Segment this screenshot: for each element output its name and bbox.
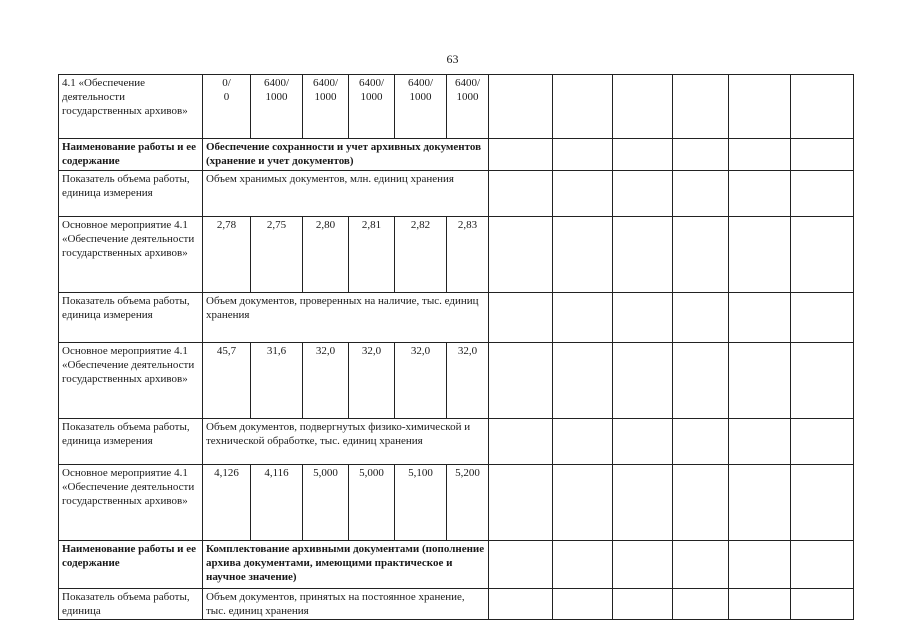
value-cell: 31,6 [251,343,303,419]
empty-cell [489,171,553,217]
indicator-text: Объем документов, подвергнутых физико-химической и технической обработке, тыс. единиц хранения [203,419,489,465]
empty-cell [613,465,673,541]
empty-cell [673,171,729,217]
empty-cell [489,139,553,171]
empty-cell [791,75,854,139]
empty-cell [613,217,673,293]
row-label: Показатель объема работы, единица измерения [59,419,203,465]
empty-cell [553,75,613,139]
table-row [59,139,854,171]
empty-cell [729,293,791,343]
indicator-text: Объем документов, проверенных на наличие, тыс. единиц хранения [203,293,489,343]
row-label: Наименование работы и ее содержание [59,541,203,589]
empty-cell [673,217,729,293]
empty-cell [791,343,854,419]
value-top: 6400/ [263,77,290,89]
empty-cell [613,419,673,465]
work-name: Обеспечение сохранности и учет архивных документов (хранение и учет документов) [203,139,489,171]
empty-cell [613,343,673,419]
value-cell: 4,126 [203,465,251,541]
value-cell: 45,7 [203,343,251,419]
empty-cell [729,465,791,541]
empty-cell [729,75,791,139]
table-row [59,465,854,541]
empty-cell [791,217,854,293]
empty-cell [729,217,791,293]
value-cell [395,75,447,139]
empty-cell [791,541,854,589]
empty-cell [673,293,729,343]
value-bottom: 1000 [360,91,383,103]
row-label: Показатель объема работы, единица измерения [59,171,203,217]
value-cell: 32,0 [447,343,489,419]
empty-cell [729,171,791,217]
empty-cell [673,343,729,419]
row-label: Основное мероприятие 4.1 «Обеспечение деятельности государственных архивов» [59,217,203,293]
value-top: 6400/ [312,77,339,89]
value-cell [349,75,395,139]
row-label: Показатель объема работы, единица измерения [59,293,203,343]
empty-cell [673,139,729,171]
value-cell: 2,81 [349,217,395,293]
value-cell: 5,100 [395,465,447,541]
value-cell: 32,0 [303,343,349,419]
row-label: Наименование работы и ее содержание [59,139,203,171]
empty-cell [489,75,553,139]
value-cell: 5,000 [303,465,349,541]
empty-cell [553,589,613,620]
table-row [59,343,854,419]
empty-cell [613,293,673,343]
empty-cell [791,465,854,541]
empty-cell [673,75,729,139]
empty-cell [673,589,729,620]
empty-cell [489,419,553,465]
value-top: 0/ [222,77,231,89]
table-row [59,75,854,139]
value-cell: 2,83 [447,217,489,293]
empty-cell [613,75,673,139]
value-cell: 2,75 [251,217,303,293]
budget-table [58,74,854,620]
empty-cell [791,589,854,620]
empty-cell [791,171,854,217]
value-bottom: 0 [223,91,230,103]
empty-cell [553,419,613,465]
value-top: 6400/ [407,77,434,89]
value-bottom: 1000 [314,91,337,103]
empty-cell [791,419,854,465]
empty-cell [553,293,613,343]
page-number: 63 [446,52,459,66]
value-cell [203,75,251,139]
value-cell: 2,78 [203,217,251,293]
empty-cell [489,589,553,620]
work-name: Комплектование архивными документами (пополнение архива документами, имеющими практическое и научное значение) [203,541,489,589]
empty-cell [553,541,613,589]
empty-cell [791,139,854,171]
empty-cell [553,465,613,541]
empty-cell [553,171,613,217]
value-bottom: 1000 [265,91,288,103]
empty-cell [729,343,791,419]
value-cell: 2,82 [395,217,447,293]
empty-cell [791,293,854,343]
empty-cell [729,419,791,465]
value-cell: 5,000 [349,465,395,541]
empty-cell [489,465,553,541]
empty-cell [613,541,673,589]
table-row [59,217,854,293]
empty-cell [613,139,673,171]
value-top: 6400/ [454,77,481,89]
value-cell: 5,200 [447,465,489,541]
table-row [59,541,854,589]
empty-cell [613,589,673,620]
indicator-text: Объем хранимых документов, млн. единиц хранения [203,171,489,217]
table-row [59,589,854,620]
row-label: 4.1 «Обеспечение деятельности государственных архивов» [59,75,203,139]
empty-cell [673,465,729,541]
table-row [59,419,854,465]
empty-cell [673,419,729,465]
row-label: Основное мероприятие 4.1 «Обеспечение деятельности государственных архивов» [59,343,203,419]
value-cell [251,75,303,139]
empty-cell [729,139,791,171]
empty-cell [553,217,613,293]
value-cell [447,75,489,139]
value-bottom: 1000 [456,91,479,103]
empty-cell [489,541,553,589]
value-bottom: 1000 [409,91,432,103]
empty-cell [729,541,791,589]
value-cell: 32,0 [395,343,447,419]
table-row [59,293,854,343]
value-top: 6400/ [358,77,385,89]
empty-cell [489,343,553,419]
indicator-text: Объем документов, принятых на постоянное хранение, тыс. единиц хранения [203,589,489,620]
empty-cell [613,171,673,217]
value-cell: 32,0 [349,343,395,419]
value-cell: 2,80 [303,217,349,293]
empty-cell [673,541,729,589]
value-cell [303,75,349,139]
empty-cell [553,139,613,171]
empty-cell [553,343,613,419]
empty-cell [489,293,553,343]
empty-cell [729,589,791,620]
row-label: Показатель объема работы, единица [59,589,203,620]
table-row [59,171,854,217]
value-cell: 4,116 [251,465,303,541]
row-label: Основное мероприятие 4.1 «Обеспечение деятельности государственных архивов» [59,465,203,541]
empty-cell [489,217,553,293]
